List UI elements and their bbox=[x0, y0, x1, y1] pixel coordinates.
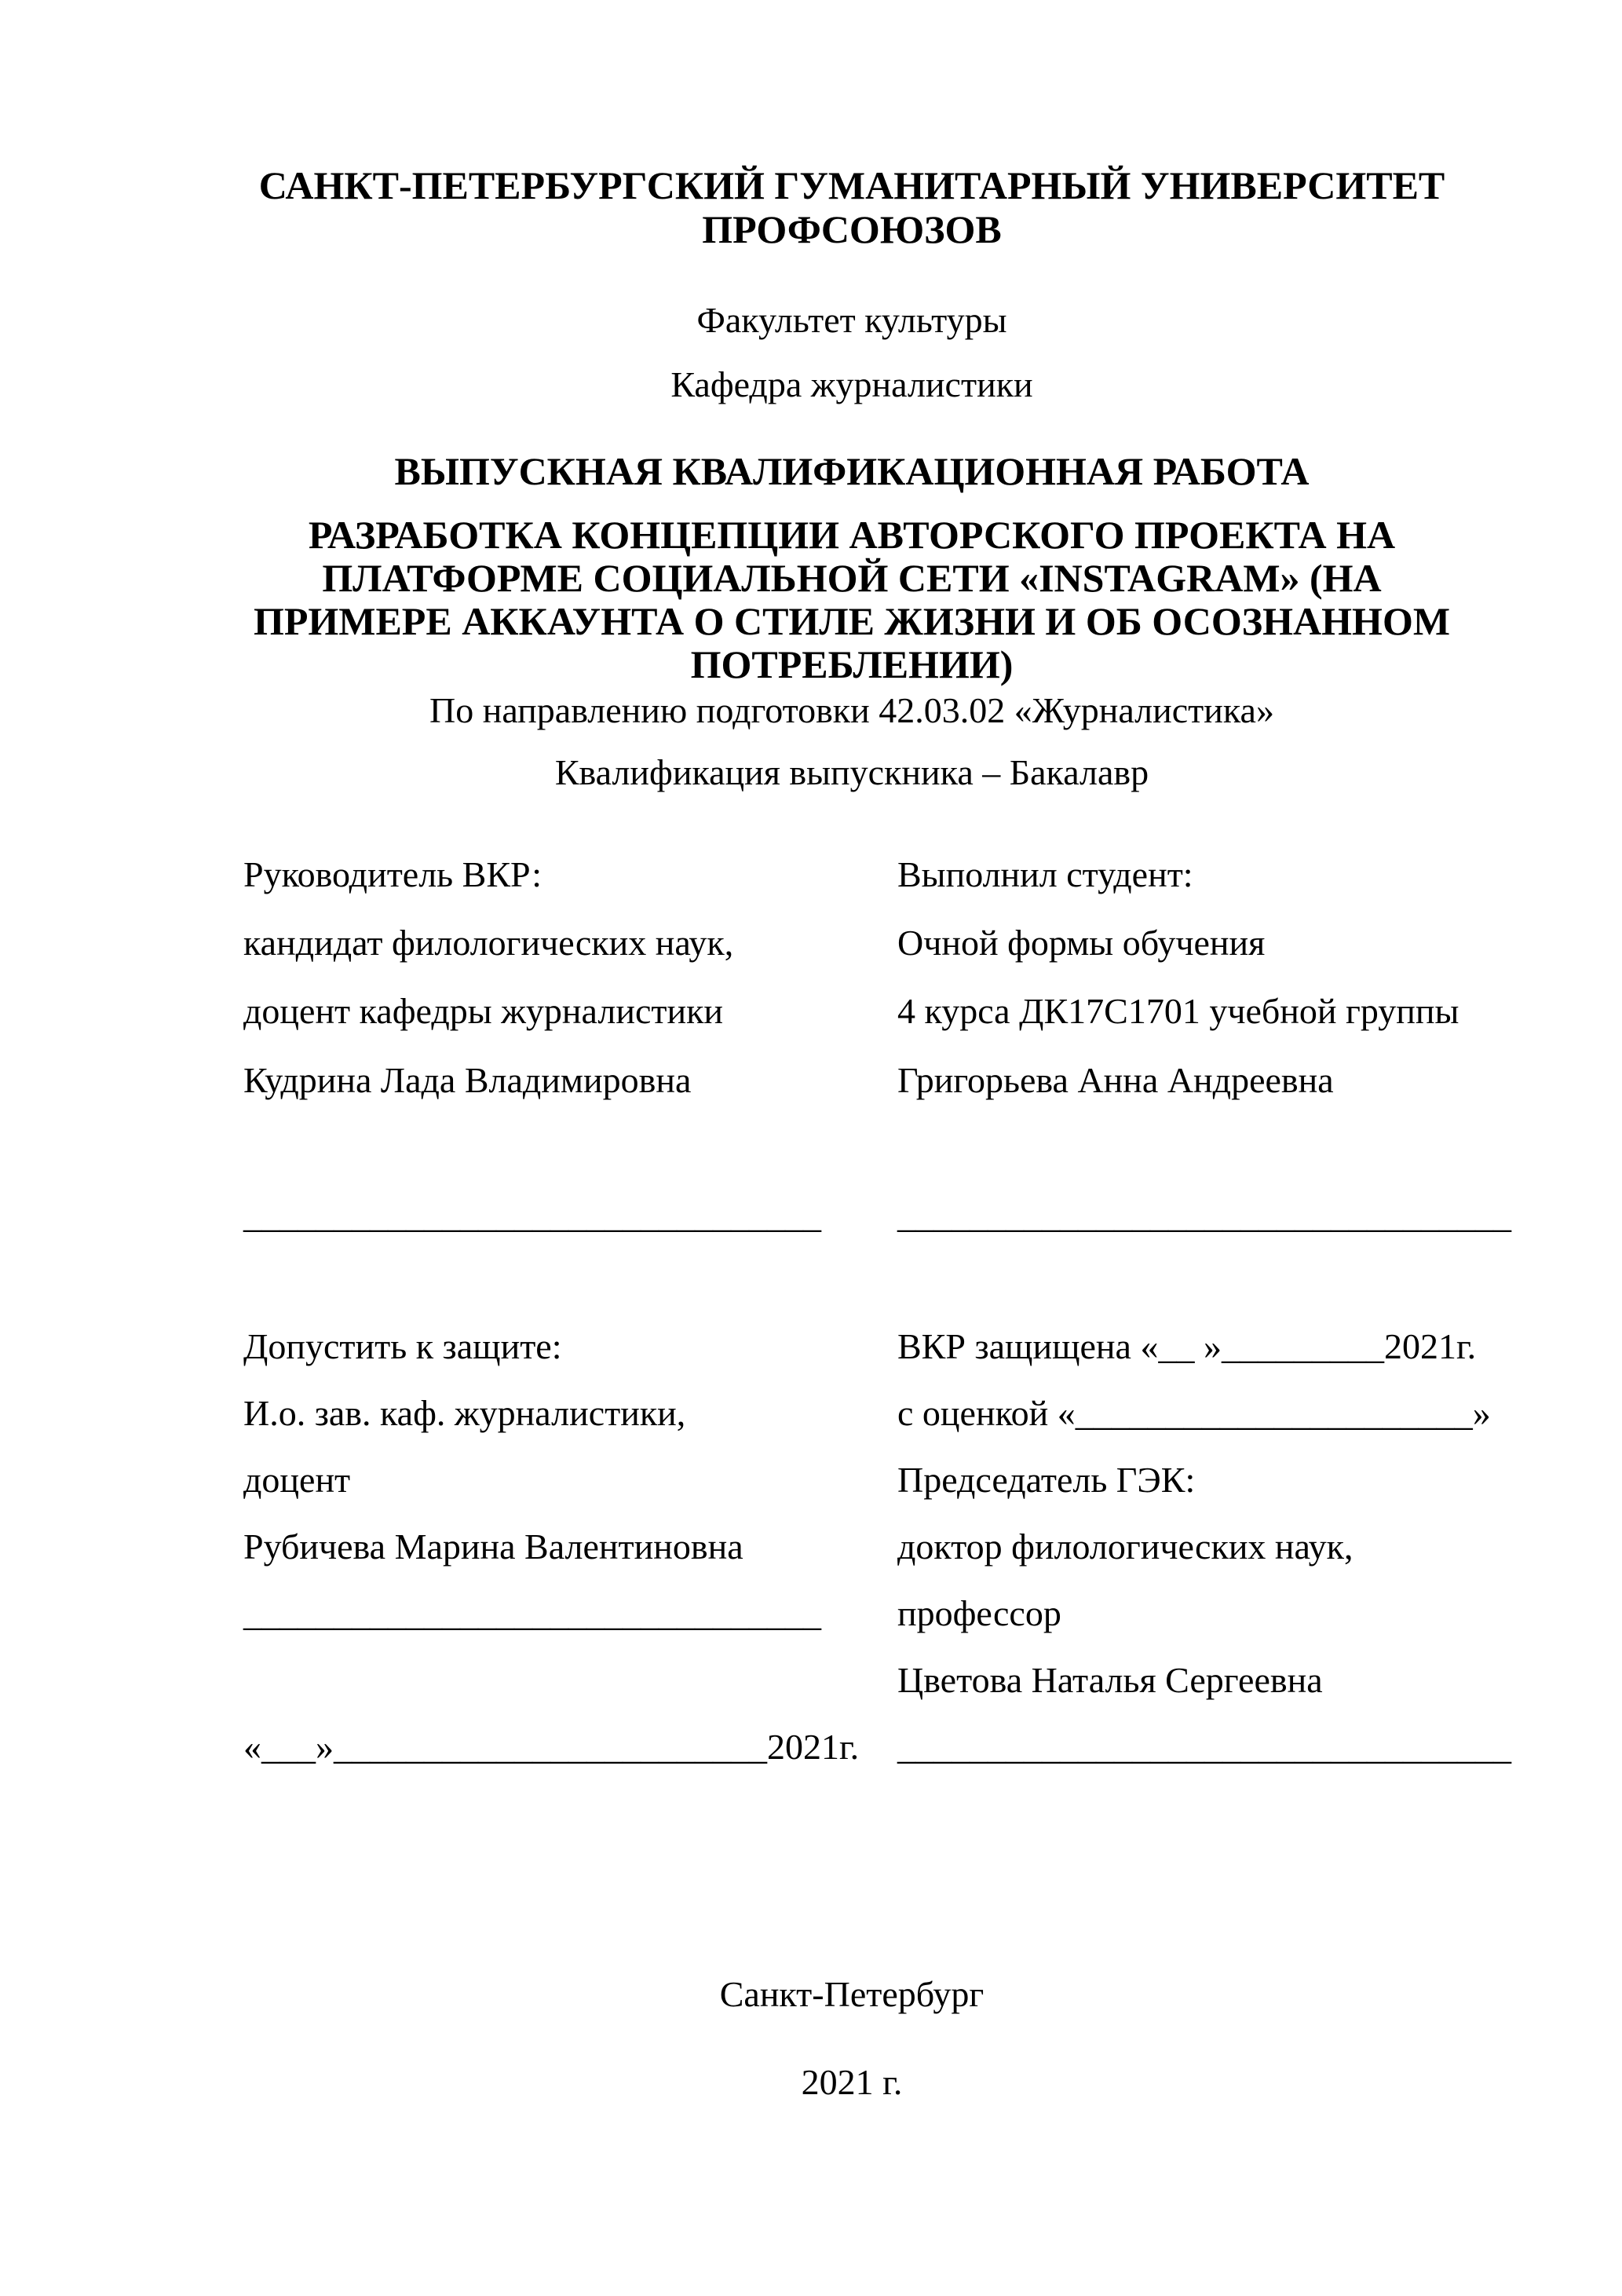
student-study-form: Очной формы обучения bbox=[897, 923, 1266, 963]
work-type-heading: ВЫПУСКНАЯ КВАЛИФИКАЦИОННАЯ РАБОТА bbox=[394, 449, 1310, 493]
defense-defended-line: ВКР защищена «__ »_________2021г. bbox=[897, 1326, 1477, 1366]
university-name-line2: ПРОФСОЮЗОВ bbox=[702, 207, 1002, 251]
student-group: 4 курса ДК17С1701 учебной группы bbox=[897, 991, 1459, 1031]
supervisor-position: доцент кафедры журналистики bbox=[243, 991, 724, 1031]
thesis-title-line3: ПРИМЕРЕ АККАУНТА О СТИЛЕ ЖИЗНИ И ОБ ОСОЗНАННОМ bbox=[253, 599, 1451, 643]
defense-chair-degree: доктор филологических наук, bbox=[897, 1526, 1353, 1567]
admission-name: Рубичева Марина Валентиновна bbox=[243, 1526, 743, 1567]
admission-position1: И.о. зав. каф. журналистики, bbox=[243, 1393, 686, 1433]
admission-date-line: «___»________________________2021г. bbox=[243, 1727, 860, 1767]
admission-signature-line: ________________________________ bbox=[243, 1593, 821, 1633]
footer-city: Санкт-Петербург bbox=[719, 1974, 985, 2014]
defense-grade-line: с оценкой «______________________» bbox=[897, 1393, 1491, 1433]
program-line: По направлению подготовки 42.03.02 «Журналистика» bbox=[429, 690, 1274, 730]
thesis-title-line4: ПОТРЕБЛЕНИИ) bbox=[690, 642, 1014, 686]
defense-signature-line: __________________________________ bbox=[897, 1727, 1511, 1767]
qualification-line: Квалификация выпускника – Бакалавр bbox=[554, 752, 1149, 792]
defense-chair-position: профессор bbox=[897, 1593, 1061, 1633]
supervisor-name: Кудрина Лада Владимировна bbox=[243, 1060, 692, 1100]
student-signature-line: __________________________________ bbox=[897, 1195, 1511, 1235]
university-name-line1: САНКТ-ПЕТЕРБУРГСКИЙ ГУМАНИТАРНЫЙ УНИВЕРСИТЕТ bbox=[258, 163, 1445, 207]
university-name bbox=[204, 163, 1500, 251]
faculty-line: Факультет культуры bbox=[696, 300, 1007, 340]
thesis-title-line1: РАЗРАБОТКА КОНЦЕПЦИИ АВТОРСКОГО ПРОЕКТА НА bbox=[308, 513, 1396, 557]
admission-heading: Допустить к защите: bbox=[243, 1326, 562, 1366]
thesis-title-line2: ПЛАТФОРМЕ СОЦИАЛЬНОЙ СЕТИ «INSTAGRAM» (НА bbox=[322, 556, 1382, 600]
department-line: Кафедра журналистики bbox=[670, 364, 1033, 404]
defense-chair-name: Цветова Наталья Сергеевна bbox=[897, 1660, 1323, 1700]
defense-chair-label: Председатель ГЭК: bbox=[897, 1460, 1196, 1500]
supervisor-signature-line: ________________________________ bbox=[243, 1195, 821, 1235]
admission-position2: доцент bbox=[243, 1460, 351, 1500]
student-name: Григорьева Анна Андреевна bbox=[897, 1060, 1334, 1100]
thesis-title bbox=[204, 514, 1500, 686]
supervisor-label: Руководитель ВКР: bbox=[243, 854, 542, 894]
footer-year: 2021 г. bbox=[801, 2062, 903, 2102]
supervisor-degree: кандидат филологических наук, bbox=[243, 923, 734, 963]
student-label: Выполнил студент: bbox=[897, 854, 1193, 894]
